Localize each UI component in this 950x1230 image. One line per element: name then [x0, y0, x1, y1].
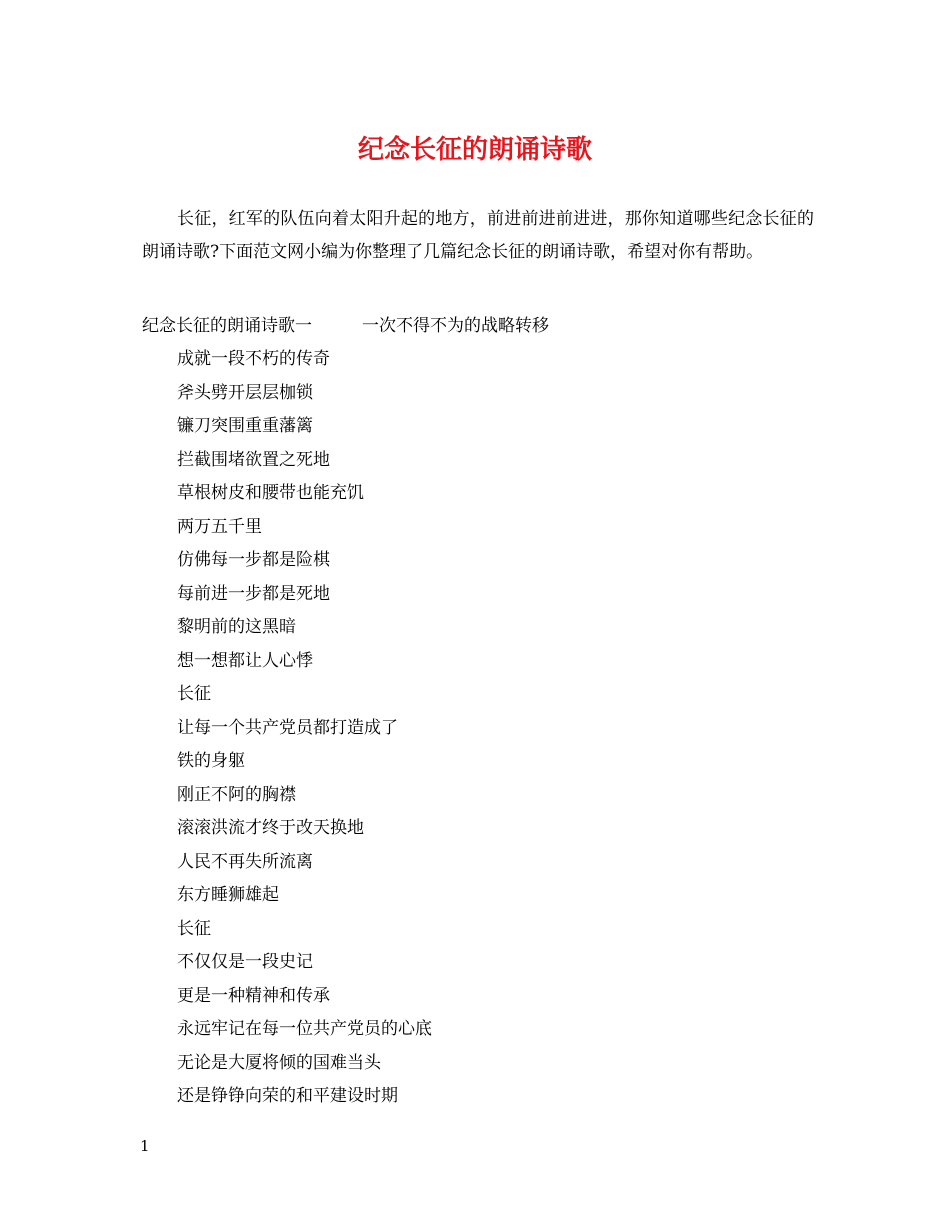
poem-line: 滚滚洪流才终于改天换地 — [177, 818, 364, 838]
poem-line: 斧头劈开层层枷锁 — [177, 382, 313, 403]
poem-line: 成就一段不朽的传奇 — [177, 349, 330, 369]
poem-line: 两万五千里 — [177, 516, 262, 537]
page-number: 1 — [140, 1137, 150, 1155]
poem-first-line: 一次不得不为的战略转移 — [362, 316, 549, 336]
poem-line: 长征 — [177, 684, 211, 704]
poem-line: 想一想都让人心悸 — [177, 650, 313, 671]
poem-line: 永远牢记在每一位共产党员的心底 — [177, 1019, 432, 1039]
poem-line: 草根树皮和腰带也能充饥 — [177, 483, 364, 503]
poem-lines — [177, 343, 432, 1114]
poem-heading-row — [142, 310, 549, 343]
poem-heading: 纪念长征的朗诵诗歌一 — [142, 316, 312, 336]
page-title: 纪念长征的朗诵诗歌 — [357, 135, 592, 165]
poem-line: 人民不再失所流离 — [177, 851, 313, 872]
poem-line: 让每一个共产党员都打造成了 — [177, 717, 398, 738]
poem-line: 刚正不阿的胸襟 — [177, 784, 296, 805]
poem-line: 拦截围堵欲置之死地 — [177, 449, 330, 470]
poem-line: 镰刀突围重重藩篱 — [177, 416, 313, 436]
poem-line: 铁的身躯 — [177, 751, 245, 771]
poem-line: 长征 — [177, 918, 211, 939]
poem-line: 东方睡狮雄起 — [177, 885, 279, 905]
poem-line: 更是一种精神和传承 — [177, 985, 330, 1006]
poem-line: 无论是大厦将倾的国难当头 — [177, 1052, 381, 1073]
poem-line: 还是铮铮向荣的和平建设时期 — [177, 1086, 398, 1106]
poem-line: 每前进一步都是死地 — [177, 583, 330, 604]
intro-paragraph: 长征，红军的队伍向着太阳升起的地方，前进前进前进进，那你知道哪些纪念长征的朗诵诗歌?下面范文网小编为你整理了几篇纪念长征的朗诵诗歌，希望对你有帮助。 — [142, 209, 814, 262]
poem-line: 黎明前的这黑暗 — [177, 617, 296, 637]
poem-line: 仿佛每一步都是险棋 — [177, 550, 330, 570]
poem-line: 不仅仅是一段史记 — [177, 952, 313, 972]
